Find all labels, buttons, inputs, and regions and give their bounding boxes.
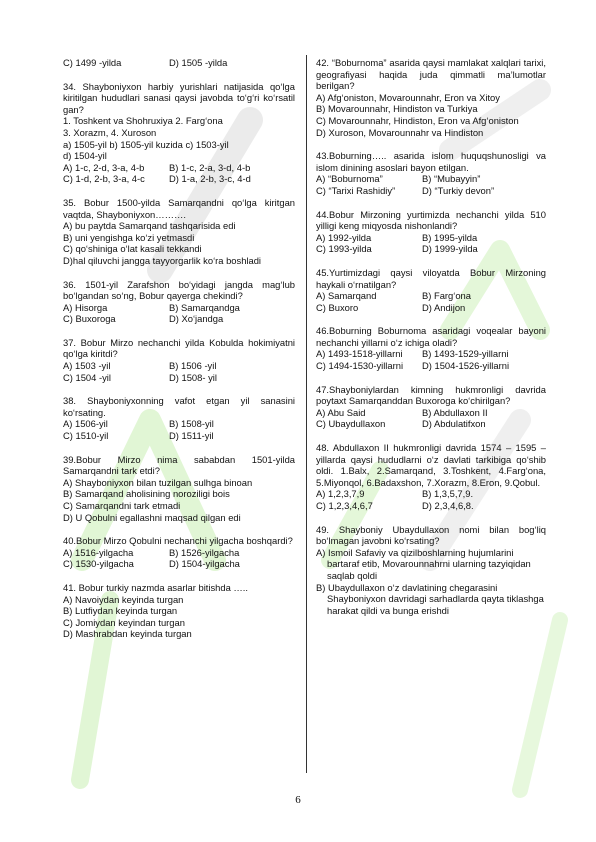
question-stem: 42. “Boburnoma” asarida qaysi mamlakat xalqlari tarixi, geografiyasi haqida juda qimmatli ma’lumotlar berilgan? <box>316 57 546 92</box>
option: C) Movarounnahr, Hindiston, Eron va Afg‘oniston <box>316 114 519 126</box>
option: A) 1506-yil <box>63 418 108 430</box>
question-stem: 49. Shayboniy Ubaydullaxon nomi bilan bog‘liq bo‘lmagan javobni ko‘rsating? <box>316 523 546 547</box>
question-line: 1. Toshkent va Shohruxiya 2. Farg‘ona <box>63 115 223 127</box>
question-stem: 45.Yurtimizdagi qaysi viloyatda Bobur Mirzoning haykali o‘rnatilgan? <box>316 266 546 290</box>
option: B) Ubaydullaxon o‘z davlatining chegarasini Shayboniyxon davridagi sarhadlarda qayta tiklashga harakat qildi va bunga erishdi <box>316 581 544 616</box>
question-35 <box>63 197 295 267</box>
option: C) Samarqandni tark etmadi <box>63 500 181 511</box>
question-33-options <box>63 57 295 69</box>
option: B) 1508-yil <box>169 418 214 430</box>
column-divider <box>306 55 307 773</box>
option-row <box>316 173 546 185</box>
option: B) “Mubayyin” <box>422 173 481 185</box>
option: A) 1493-1518-yillarni <box>316 348 403 360</box>
option: C) 1510-yil <box>63 430 109 442</box>
question-34 <box>63 81 295 185</box>
question-39 <box>63 454 295 524</box>
option-row <box>316 348 546 360</box>
option: C) 1504 -yil <box>63 371 111 383</box>
option: D) Xuroson, Movarounnahr va Hindiston <box>316 126 484 138</box>
question-stem: 40.Bobur Mirzo Qobulni nechanchi yilgacha boshqardi? <box>63 535 293 547</box>
option: D) 2,3,4,6,8. <box>422 500 474 511</box>
option: B) uni yengishga ko‘zi yetmasdi <box>63 231 195 243</box>
question-line: a) 1505-yil b) 1505-yil kuzida c) 1503-yil <box>63 138 229 150</box>
option: C) qo‘shiniga o‘lat kasali tekkandi <box>63 243 202 255</box>
question-49 <box>316 524 546 617</box>
option-row <box>63 313 295 325</box>
option-row <box>63 430 295 442</box>
page-number: 6 <box>295 794 301 806</box>
option: C) 1993-yilda <box>316 243 372 255</box>
option-row <box>316 500 546 512</box>
question-41 <box>63 582 295 640</box>
option: A) 1,2,3,7,9 <box>316 488 365 500</box>
right-column <box>316 57 546 616</box>
option: C) 1499 -yilda <box>63 57 122 68</box>
question-stem: 44.Bobur Mirzoning yurtimizda nechanchi yilda 510 yilligi keng miqyosda nishonlandi? <box>316 208 546 232</box>
option: A) Afg‘oniston, Movarounnahr, Eron va Xitoy <box>316 91 500 103</box>
question-line: 3. Xorazm, 4. Xuroson <box>63 126 157 138</box>
question-40 <box>63 535 295 570</box>
option: B) Samarqandga <box>169 301 240 313</box>
option: C) 1,2,3,4,6,7 <box>316 500 373 511</box>
option: C) Buxoroga <box>63 313 116 325</box>
option: B) Farg‘ona <box>422 290 471 302</box>
option: A) 1516-yilgacha <box>63 546 134 558</box>
option-row <box>63 57 295 69</box>
question-36 <box>63 279 295 325</box>
question-stem: 46.Boburning Boburnoma asaridagi voqealar bayoni nechanchi yillarni o‘z ichiga oladi? <box>316 325 546 348</box>
option: B) 1526-yilgacha <box>169 546 240 558</box>
option: D) 1511-yil <box>169 430 214 442</box>
question-stem: 39.Bobur Mirzo nima sababdan 1501-yilda Samarqandni tark etdi? <box>63 453 295 477</box>
option: D) Mashrabdan keyinda turgan <box>63 628 192 640</box>
option: C) 1530-yilgacha <box>63 558 134 570</box>
option: A) Hisorga <box>63 301 108 313</box>
option-row <box>316 185 546 197</box>
option-row <box>316 360 546 372</box>
question-37 <box>63 337 295 383</box>
question-line: d) 1504-yil <box>63 150 107 162</box>
question-42 <box>316 57 546 138</box>
option-row <box>63 558 295 570</box>
option: D)hal qiluvchi jangga tayyorgarlik ko‘ra boshladi <box>63 254 262 266</box>
option-row <box>316 488 546 500</box>
left-column <box>63 57 295 640</box>
option: B) 1493-1529-yillarni <box>422 348 509 360</box>
option: C) “Tarixi Rashidiy” <box>316 184 396 196</box>
option: B) 1-c, 2-a, 3-d, 4-b <box>169 161 251 173</box>
option: B) Lutfiydan keyinda turgan <box>63 605 178 617</box>
option-row <box>316 290 546 302</box>
option: D) 1-a, 2-b, 3-c, 4-d <box>169 173 251 185</box>
option: D) 1999-yilda <box>422 243 478 255</box>
question-stem: 47.Shayboniylardan kimning hukmronligi davrida poytaxt Samarqanddan Buxoroga ko‘chirilgan? <box>316 383 546 407</box>
option: A) Abu Said <box>316 406 366 418</box>
option: B) Movarounnahr, Hindiston va Turkiya <box>316 103 478 115</box>
option: C) 1-d, 2-b, 3-a, 4-c <box>63 173 145 185</box>
option: D) Andijon <box>422 301 466 313</box>
question-45 <box>316 267 546 313</box>
option: D) Abdulatifxon <box>422 418 486 430</box>
option: A) bu paytda Samarqand tashqarisida edi <box>63 220 236 232</box>
option: D) 1504-yilgacha <box>169 558 240 570</box>
option: D) 1505 -yilda <box>169 57 228 68</box>
option-row <box>63 173 295 185</box>
question-38 <box>63 395 295 441</box>
option: B) 1506 -yil <box>169 360 217 372</box>
option: D) “Turkiy devon” <box>422 184 495 196</box>
option: C) Jomiydan keyindan turgan <box>63 616 185 628</box>
option: A) Shayboniyxon bilan tuzilgan sulhga binoan <box>63 476 253 488</box>
option: C) 1494-1530-yillarni <box>316 360 404 372</box>
question-48 <box>316 442 546 512</box>
option-row <box>63 372 295 384</box>
question-stem: 41. Bobur turkiy nazmda asarlar bitishda ….. <box>63 581 248 593</box>
option-row <box>63 418 295 430</box>
option-row <box>63 547 295 559</box>
question-stem: 36. 1501-yil Zarafshon bo‘yidagi jangda mag‘lub bo‘lgandan so‘ng, Bobur qayerga chekindi? <box>63 278 295 302</box>
question-stem: 34. Shayboniyxon harbiy yurishlari natijasida qo‘lga kiritilgan hududlari sanasi qaysi javobda to‘g‘ri ko‘rsatil gan? <box>63 80 295 115</box>
question-stem: 35. Bobur 1500-yilda Samarqandni qo‘lga kiritgan vaqtda, Shayboniyxon………. <box>63 196 295 220</box>
option-row <box>316 243 546 255</box>
option-row <box>63 302 295 314</box>
watermark-green-stroke <box>520 620 560 790</box>
question-stem: 38. Shayboniyxonning vafot etgan yil sanasini ko‘rsating. <box>63 395 295 418</box>
option-row <box>316 232 546 244</box>
question-stem: 48. Abdullaxon II hukmronligi davrida 1574 – 1595 – yillarda qaysi hududlarni o‘z davlati tarkibiga qo‘shib oldi. 1.Balx, 2.Samarqand, 3.Toshkent, 4.Farg‘ona, 5.Miyonqol, 6.Badaxshon, 7.Xorazm, 8.Eron, 9.Qobul. <box>316 442 546 488</box>
option: C) Ubaydullaxon <box>316 418 386 430</box>
option: A) 1992-yilda <box>316 231 372 243</box>
question-stem: 43.Boburning….. asarida islom huquqshunosligi va islom dinining asoslari bayon etilgan. <box>316 150 546 173</box>
option: D) 1508- yil <box>169 371 217 383</box>
option: A) 1-c, 2-d, 3-a, 4-b <box>63 161 145 173</box>
question-43 <box>316 150 546 196</box>
option-row <box>316 418 546 430</box>
option: C) Buxoro <box>316 301 359 313</box>
option: B) Samarqand aholisining noroziligi bois <box>63 488 230 500</box>
option: A) Ismoil Safaviy va qizilboshlarning hujumlarini bartaraf etib, Movarounnahrni ularning tazyiqidan saqlab qoldi <box>316 546 531 581</box>
option: D) U Qobulni egallashni maqsad qilgan edi <box>63 511 241 523</box>
question-47 <box>316 384 546 430</box>
option: A) “Boburnoma” <box>316 173 383 185</box>
option: B) 1,3,5,7,9. <box>422 488 474 500</box>
option: A) Navoiydan keyinda turgan <box>63 593 184 605</box>
option: A) 1503 -yil <box>63 360 111 372</box>
question-stem: 37. Bobur Mirzo nechanchi yilda Kobulda hokimiyatni qo‘lga kiritdi? <box>63 336 295 360</box>
option: D) Xo‘jandga <box>169 313 224 325</box>
question-44 <box>316 209 546 255</box>
option-row <box>316 302 546 314</box>
option: B) Abdullaxon II <box>422 406 488 418</box>
option: A) Samarqand <box>316 290 377 302</box>
option-row <box>63 360 295 372</box>
question-46 <box>316 325 546 371</box>
option-row <box>316 407 546 419</box>
option: D) 1504-1526-yillarni <box>422 360 510 372</box>
option: B) 1995-yilda <box>422 231 478 243</box>
option-row <box>63 162 295 174</box>
